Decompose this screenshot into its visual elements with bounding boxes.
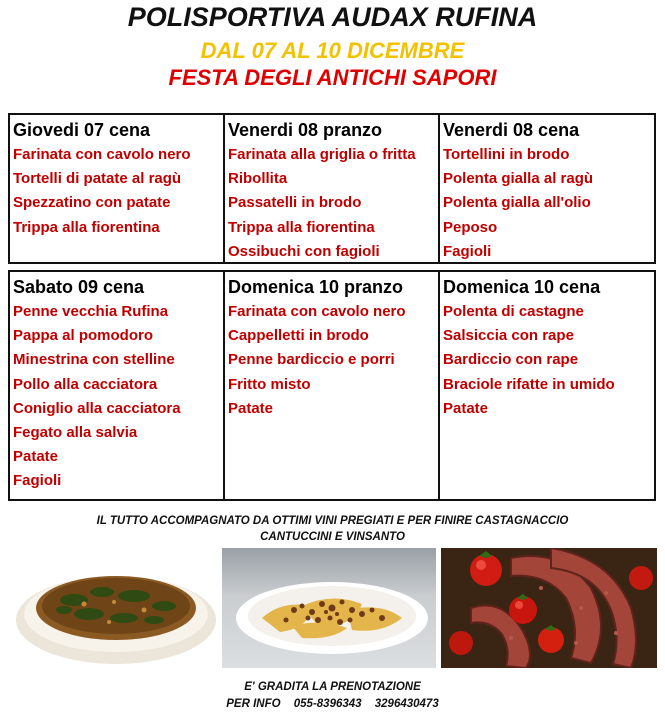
dish-item: Fegato alla salvia (13, 423, 138, 441)
club-title: POLISPORTIVA AUDAX RUFINA (127, 2, 538, 32)
dish-item: Ribollita (228, 170, 288, 188)
dish-item: Salsiccia con rape (443, 327, 574, 345)
dish-item: Farinata con cavolo nero (13, 146, 191, 163)
dish-item: Polenta gialla al ragù (443, 170, 594, 188)
farinata-soup-photo (14, 548, 219, 668)
dish-item: Farinata alla griglia o fritta (228, 146, 416, 163)
wine-note-line2: CANTUCCINI E VINSANTO (260, 531, 405, 543)
dish-item: Tortelli di patate al ragù (13, 170, 182, 188)
dish-item: Ossibuchi con fagioli (228, 242, 380, 260)
day-title: Domenica 10 pranzo (228, 277, 404, 297)
dish-list (443, 143, 654, 262)
menu-table-top (8, 113, 656, 264)
dish-item: Polenta di castagne (443, 303, 584, 320)
phone-number-2: 3296430473 (374, 698, 439, 710)
dish-item: Penne vecchia Rufina (13, 303, 169, 320)
dish-item: Tortellini in brodo (443, 146, 570, 163)
dish-item: Fritto misto (228, 375, 311, 393)
menu-table-bottom (8, 270, 656, 501)
day-title: Venerdi 08 cena (443, 120, 580, 140)
reservation-note: E' GRADITA LA PRENOTAZIONE (244, 681, 421, 693)
wine-note-line1: IL TUTTO ACCOMPAGNATO DA OTTIMI VINI PREGIATI E PER FINIRE CASTAGNACCIO (96, 515, 569, 527)
dish-item: Trippa alla fiorentina (13, 218, 160, 236)
menu-day-cell (440, 115, 654, 262)
dish-item: Pollo alla cacciatora (13, 375, 158, 393)
dish-item: Fagioli (443, 242, 492, 260)
dish-list (13, 143, 223, 240)
menu-day-cell (10, 272, 225, 499)
dish-item: Fagioli (13, 472, 62, 490)
dish-item: Peposo (443, 218, 498, 236)
sausages-tomatoes-photo (441, 548, 657, 668)
info-line (0, 698, 665, 710)
menu-day-cell (225, 115, 440, 262)
event-name: FESTA DEGLI ANTICHI SAPORI (168, 65, 497, 90)
dish-item: Bardiccio con rape (443, 351, 579, 369)
dish-item: Farinata con cavolo nero (228, 303, 406, 320)
info-label: PER INFO (226, 698, 281, 710)
day-title: Venerdi 08 pranzo (228, 120, 383, 140)
dish-list (228, 143, 438, 262)
dish-item: Minestrina con stelline (13, 351, 175, 369)
dish-item: Penne bardiccio e porri (228, 351, 395, 369)
dish-list (443, 300, 654, 421)
dish-item: Polenta gialla all'olio (443, 194, 591, 212)
dish-item: Passatelli in brodo (228, 194, 362, 212)
dish-item: Pappa al pomodoro (13, 327, 154, 345)
day-title: Domenica 10 cena (443, 277, 601, 297)
dish-item: Braciole rifatte in umido (443, 375, 615, 393)
menu-day-cell (440, 272, 654, 499)
event-dates: DAL 07 AL 10 DICEMBRE (200, 38, 465, 63)
dish-item: Trippa alla fiorentina (228, 218, 375, 236)
cappelletti-ragu-photo (222, 548, 436, 668)
dish-item: Patate (228, 399, 274, 417)
dish-list (228, 300, 438, 421)
menu-day-cell (10, 115, 225, 262)
menu-day-cell (225, 272, 440, 499)
phone-number-1: 055-8396343 (293, 698, 362, 710)
day-title: Sabato 09 cena (13, 277, 145, 297)
day-title: Giovedi 07 cena (13, 120, 151, 140)
dish-item: Patate (13, 448, 59, 466)
dish-item: Coniglio alla cacciatora (13, 399, 181, 417)
dish-list (13, 300, 223, 494)
dish-item: Patate (443, 399, 489, 417)
dish-item: Cappelletti in brodo (228, 327, 369, 345)
dish-item: Spezzatino con patate (13, 194, 171, 212)
